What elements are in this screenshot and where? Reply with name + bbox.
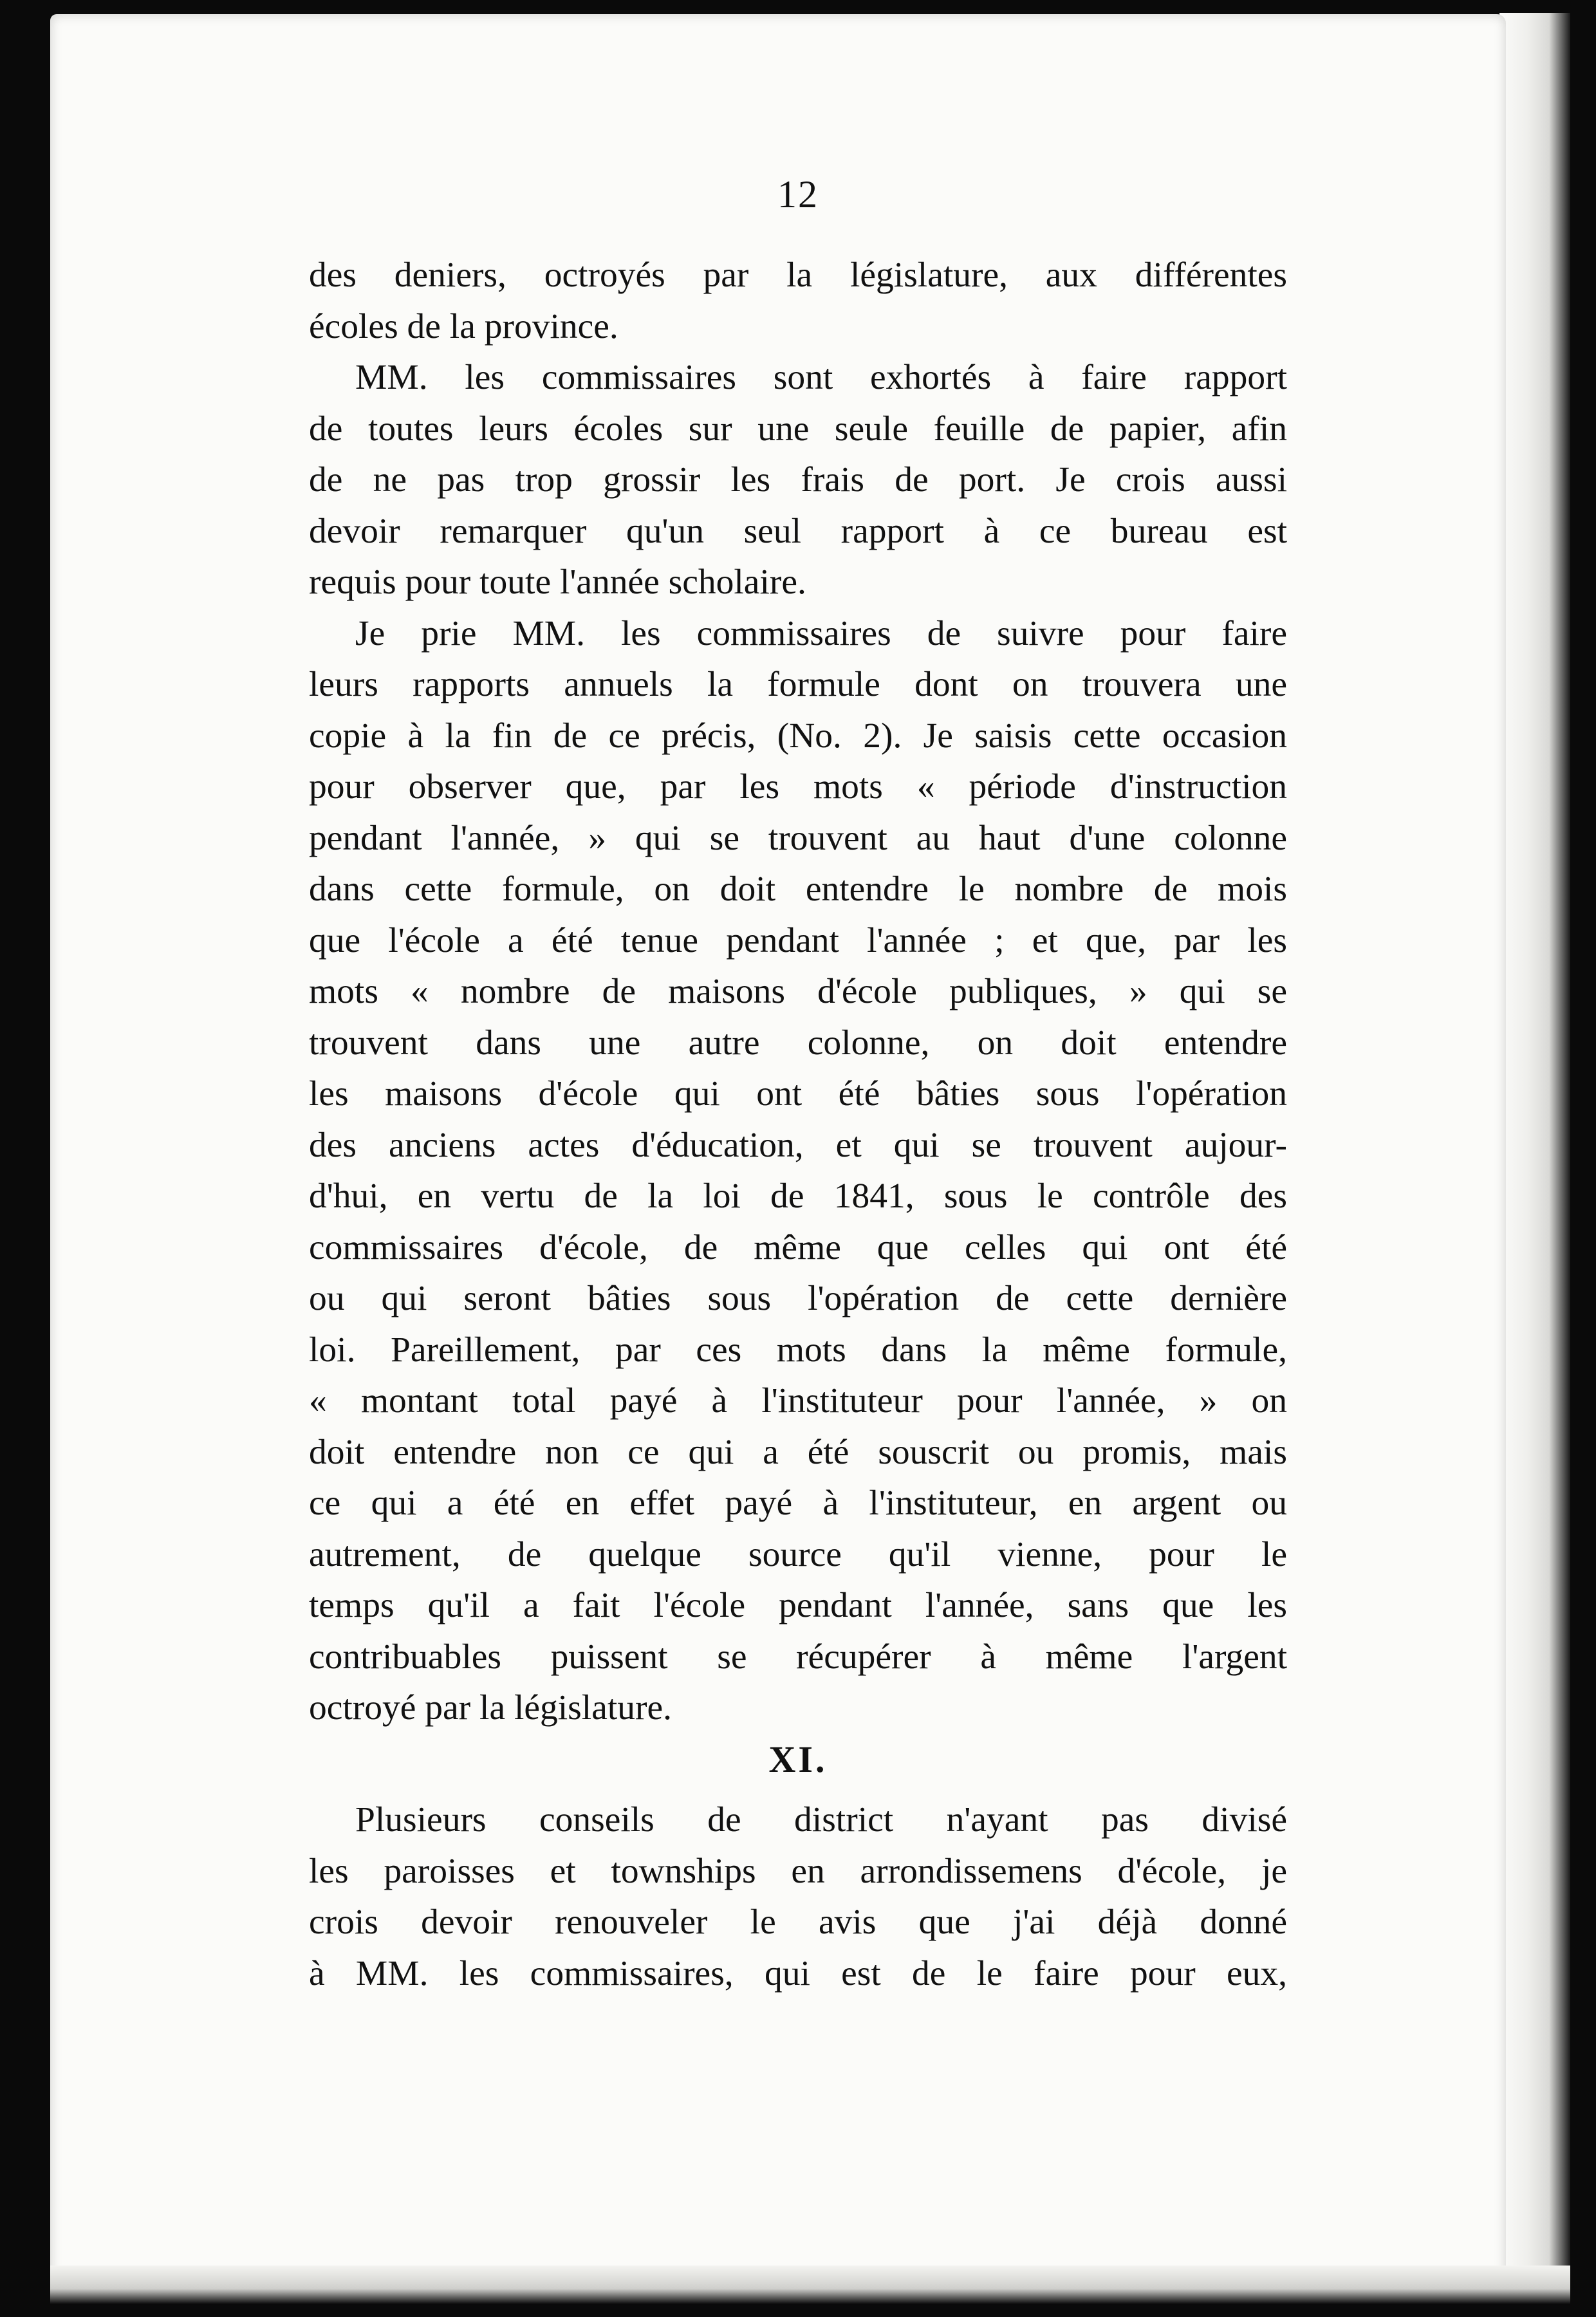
text-line: les paroisses et townships en arrondissemens d'école, je [309,1851,1287,1891]
text-line: « montant total payé à l'instituteur pour l'année, » on [309,1381,1287,1420]
page-edge-bottom [50,2266,1570,2304]
text-line: temps qu'il a fait l'école pendant l'année, sans que les [309,1586,1287,1625]
text-line: ce qui a été en effet payé à l'instituteur, en argent ou [309,1484,1287,1523]
body-text-block-a [309,250,1287,1734]
text-line: commissaires d'école, de même que celles qui ont été [309,1227,1287,1267]
text-line: devoir remarquer qu'un seul rapport à ce bureau est [309,511,1287,551]
text-line: les maisons d'école qui ont été bâties sous l'opération [309,1074,1287,1113]
text-line: de ne pas trop grossir les frais de port. Je crois aussi [309,460,1287,499]
text-line: ou qui seront bâties sous l'opération de cette dernière [309,1279,1287,1318]
text-line: dans cette formule, on doit entendre le nombre de mois [309,870,1287,909]
text-line: de toutes leurs écoles sur une seule feuille de papier, afin [309,409,1287,449]
text-line: copie à la fin de ce précis, (No. 2). Je saisis cette occasion [309,716,1287,756]
text-line: Plusieurs conseils de district n'ayant pas divisé [355,1800,1287,1839]
text-line: leurs rapports annuels la formule dont on trouvera une [309,665,1287,704]
text-line: pendant l'année, » qui se trouvent au haut d'une colonne [309,818,1287,858]
text-line: pour observer que, par les mots « période d'instruction [309,767,1287,806]
section-heading: XI. [768,1738,828,1780]
text-line: MM. les commissaires sont exhortés à faire rapport [355,358,1287,397]
page-number: 12 [777,173,819,216]
text-line: trouvent dans une autre colonne, on doit entendre [309,1023,1287,1063]
body-text-block-b [309,1794,1287,1999]
text-line: autrement, de quelque source qu'il vienne, pour le [309,1534,1287,1574]
text-line: requis pour toute l'année scholaire. [309,563,806,602]
text-line: des deniers, octroyés par la législature, aux différentes [309,256,1287,295]
text-line: d'hui, en vertu de la loi de 1841, sous le contrôle des [309,1177,1287,1216]
text-line: doit entendre non ce qui a été souscrit ou promis, mais [309,1432,1287,1472]
page-edge-right [1499,13,1570,2304]
text-line: Je prie MM. les commissaires de suivre pour faire [355,613,1287,653]
text-line: crois devoir renouveler le avis que j'ai déjà donné [309,1903,1287,1942]
text-line: des anciens actes d'éducation, et qui se trouvent aujour- [309,1125,1287,1165]
text-line: loi. Pareillement, par ces mots dans la même formule, [309,1330,1287,1370]
text-line: mots « nombre de maisons d'école publiques, » qui se [309,972,1287,1011]
text-line: que l'école a été tenue pendant l'année ; et que, par les [309,920,1287,960]
text-line: à MM. les commissaires, qui est de le faire pour eux, [309,1953,1287,1993]
text-line: écoles de la province. [309,306,618,346]
text-line: octroyé par la législature. [309,1688,672,1727]
text-line: contribuables puissent se récupérer à même l'argent [309,1637,1287,1677]
